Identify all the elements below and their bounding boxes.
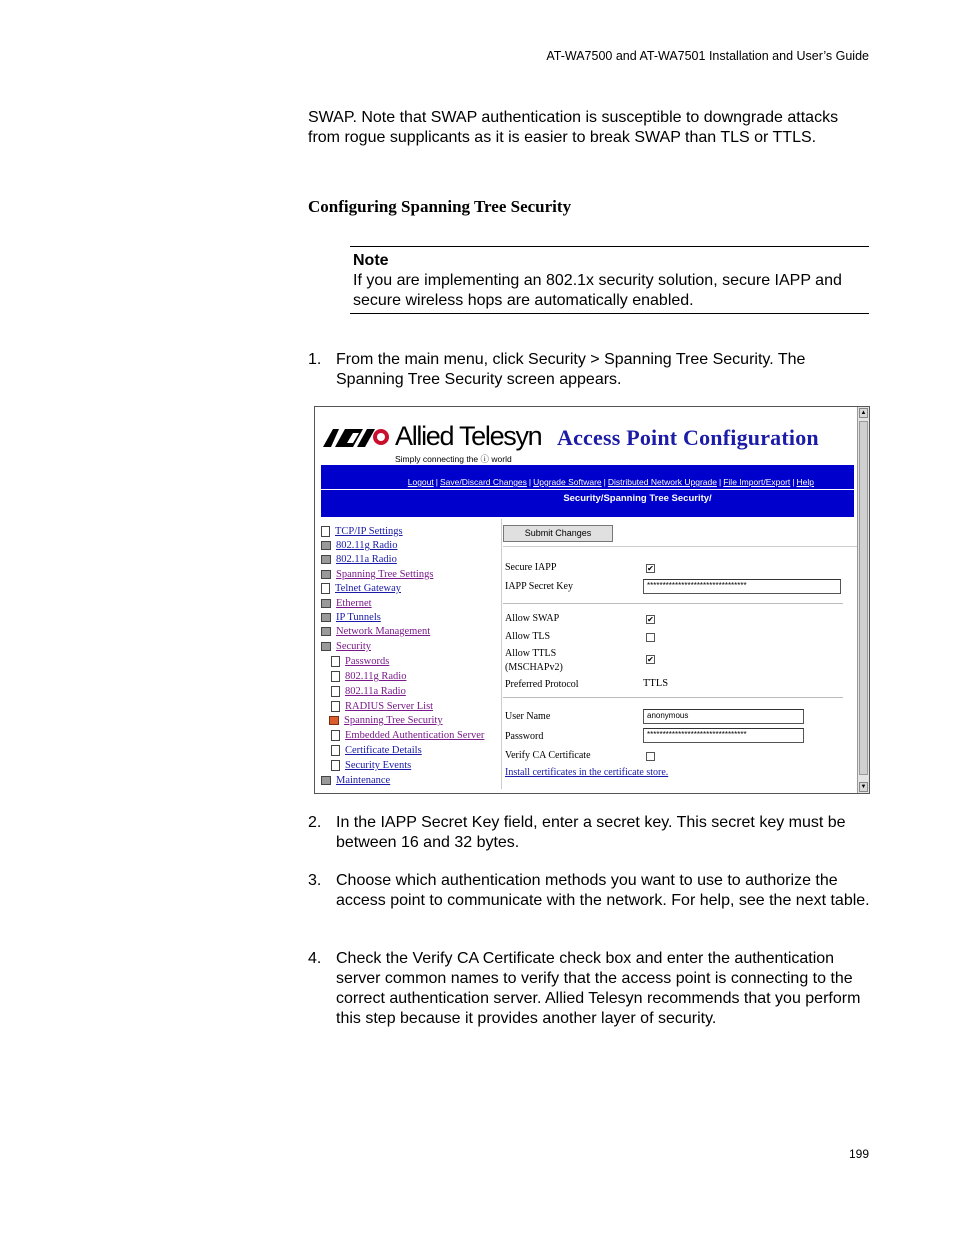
logo-tagline: Simply connecting the ⓘ world bbox=[395, 454, 512, 464]
nav-help-link[interactable]: Help bbox=[796, 477, 814, 487]
tree-label[interactable]: TCP/IP Settings bbox=[335, 526, 403, 537]
pane-divider bbox=[501, 519, 502, 789]
iapp-secret-key-field[interactable]: ******************************** bbox=[643, 579, 841, 594]
tree-item-security[interactable] bbox=[321, 640, 371, 654]
submit-changes-button[interactable]: Submit Changes bbox=[503, 525, 613, 542]
tree-label[interactable]: Telnet Gateway bbox=[335, 583, 402, 594]
user-name-field[interactable]: anonymous bbox=[643, 709, 804, 724]
tree-item-radius[interactable] bbox=[331, 700, 433, 714]
step-text: Choose which authentication methods you want to use to authorize the access point to communicate with the network. For help, see the next table. bbox=[336, 872, 870, 909]
step-number: 2. bbox=[308, 814, 322, 831]
nav-upgrade-software-link[interactable]: Upgrade Software bbox=[533, 477, 602, 487]
password-label: Password bbox=[505, 731, 544, 742]
folder-icon bbox=[321, 555, 331, 564]
tree-label[interactable]: 802.11a Radio bbox=[345, 686, 406, 697]
folder-icon bbox=[321, 599, 331, 608]
tree-label[interactable]: Network Management bbox=[336, 626, 431, 637]
step-3 bbox=[308, 871, 873, 911]
vertical-scrollbar[interactable] bbox=[857, 407, 869, 793]
doc-icon bbox=[331, 760, 340, 771]
open-folder-icon bbox=[321, 642, 331, 651]
secure-iapp-label: Secure IAPP bbox=[505, 562, 557, 573]
tree-label[interactable]: Maintenance bbox=[336, 775, 391, 786]
tree-label[interactable]: Passwords bbox=[345, 656, 390, 667]
allow-ttls-checkbox[interactable]: ✔ bbox=[647, 655, 654, 664]
nav-distributed-upgrade-link[interactable]: Distributed Network Upgrade bbox=[607, 477, 717, 487]
preferred-protocol-value: TTLS bbox=[643, 678, 669, 689]
doc-icon bbox=[331, 671, 340, 682]
tree-item-sec-80211a[interactable] bbox=[331, 685, 406, 699]
tree-label[interactable]: Spanning Tree Security bbox=[344, 715, 443, 726]
intro-paragraph: SWAP. Note that SWAP authentication is susceptible to downgrade attacks from rogue supplicants as it is easier to break SWAP than TLS or TTLS. bbox=[308, 109, 839, 146]
doc-active-icon bbox=[329, 716, 339, 725]
step-text: From the main menu, click Security > Spanning Tree Security. The Spanning Tree Security screen appears. bbox=[336, 351, 806, 388]
tree-item-80211a[interactable] bbox=[321, 553, 397, 567]
folder-icon bbox=[321, 613, 331, 622]
tree-label[interactable]: 802.11a Radio bbox=[336, 554, 397, 565]
allow-ttls-label: Allow TTLS bbox=[505, 648, 557, 659]
step-number: 1. bbox=[308, 351, 322, 368]
step-number: 4. bbox=[308, 950, 322, 967]
nav-bar bbox=[321, 465, 854, 517]
doc-icon bbox=[321, 526, 330, 537]
tree-item-embedded-auth[interactable] bbox=[331, 729, 484, 743]
folder-icon bbox=[321, 776, 331, 785]
nav-divider bbox=[321, 489, 854, 490]
page-number: 199 bbox=[848, 1147, 869, 1161]
form-divider bbox=[503, 697, 843, 698]
doc-icon bbox=[331, 701, 340, 712]
step-text: In the IAPP Secret Key field, enter a secret key. This secret key must be between 16 and 32 bytes. bbox=[336, 814, 846, 851]
tree-item-network-management[interactable] bbox=[321, 625, 430, 639]
verify-ca-certificate-label: Verify CA Certificate bbox=[505, 750, 591, 761]
user-name-label: User Name bbox=[505, 711, 551, 722]
section-heading: Configuring Spanning Tree Security bbox=[308, 197, 572, 216]
password-field[interactable]: ******************************** bbox=[643, 728, 804, 743]
settings-form bbox=[503, 519, 853, 791]
allow-ttls-sublabel: (MSCHAPv2) bbox=[505, 662, 563, 673]
app-title: Access Point Configuration bbox=[557, 425, 819, 450]
tree-item-certificate-details[interactable] bbox=[331, 744, 422, 758]
iapp-secret-key-label: IAPP Secret Key bbox=[505, 581, 573, 592]
doc-icon bbox=[331, 686, 340, 697]
scroll-up-arrow-icon[interactable]: ▲ bbox=[860, 410, 867, 416]
install-certificates-link[interactable]: Install certificates in the certificate store. bbox=[505, 767, 669, 778]
doc-icon bbox=[331, 730, 340, 741]
note-text: If you are implementing an 802.1x security solution, secure IAPP and secure wireless hops are automatically enabled. bbox=[353, 272, 842, 309]
note-box bbox=[350, 246, 869, 314]
allow-tls-label: Allow TLS bbox=[505, 631, 551, 642]
tree-label[interactable]: 802.11g Radio bbox=[345, 671, 407, 682]
step-1 bbox=[308, 350, 873, 390]
folder-icon bbox=[321, 541, 331, 550]
ui-screenshot bbox=[314, 406, 870, 794]
preferred-protocol-label: Preferred Protocol bbox=[505, 679, 579, 690]
step-text: Check the Verify CA Certificate check box and enter the authentication server common names to verify that the access point is connecting to the correct authentication server. Allied Telesyn recommends that you perform this step because it provides another layer of security. bbox=[336, 950, 861, 1027]
note-title: Note bbox=[353, 252, 389, 269]
doc-icon bbox=[321, 583, 330, 594]
at-logo-icon bbox=[323, 425, 393, 455]
tree-item-maintenance[interactable] bbox=[321, 774, 390, 788]
secure-iapp-checkbox[interactable]: ✔ bbox=[647, 564, 654, 573]
logo-wordmark: Allied Telesyn bbox=[395, 421, 542, 451]
verify-ca-certificate-checkbox[interactable] bbox=[646, 752, 655, 761]
scroll-down-arrow-icon[interactable]: ▼ bbox=[860, 784, 867, 790]
tree-label[interactable]: IP Tunnels bbox=[336, 612, 381, 623]
tree-item-security-events[interactable] bbox=[331, 759, 411, 773]
form-divider bbox=[503, 603, 843, 604]
doc-icon bbox=[331, 745, 340, 756]
page-title: Security/Spanning Tree Security/ bbox=[563, 493, 712, 504]
tree-label[interactable]: Security bbox=[336, 641, 371, 652]
nav-logout-link[interactable]: Logout bbox=[407, 477, 434, 487]
tree-item-spanning-tree-settings[interactable] bbox=[321, 568, 433, 582]
nav-save-discard-link[interactable]: Save/Discard Changes bbox=[439, 477, 527, 487]
form-divider bbox=[503, 546, 857, 547]
tree-item-ethernet[interactable] bbox=[321, 597, 372, 611]
folder-icon bbox=[321, 627, 331, 636]
nav-links: Logout | Save/Discard Changes | Upgrade Software | Distributed Network Upgrade | File Import/Export | Help bbox=[407, 477, 814, 487]
tree-label[interactable]: Embedded Authentication Server bbox=[345, 730, 485, 741]
tree-label[interactable]: Spanning Tree Settings bbox=[336, 569, 434, 580]
tree-label[interactable]: Security Events bbox=[345, 760, 412, 771]
allow-tls-checkbox[interactable] bbox=[646, 633, 655, 642]
tree-item-ip-tunnels[interactable] bbox=[321, 611, 381, 625]
tree-label[interactable]: Certificate Details bbox=[345, 745, 422, 756]
tree-label[interactable]: Ethernet bbox=[336, 598, 372, 609]
step-2 bbox=[308, 813, 873, 853]
scroll-thumb[interactable] bbox=[859, 421, 868, 775]
tree-item-80211g[interactable] bbox=[321, 539, 397, 553]
allied-telesyn-logo bbox=[323, 419, 543, 465]
tree-item-sec-80211g[interactable] bbox=[331, 670, 406, 684]
running-header: AT-WA7500 and AT-WA7501 Installation and User’s Guide bbox=[546, 49, 869, 63]
tree-item-telnet[interactable] bbox=[321, 582, 401, 596]
tree-item-passwords[interactable] bbox=[331, 655, 389, 669]
tree-label[interactable]: 802.11g Radio bbox=[336, 540, 398, 551]
step-number: 3. bbox=[308, 872, 322, 889]
step-4 bbox=[308, 949, 873, 1029]
allow-swap-checkbox[interactable]: ✔ bbox=[647, 615, 654, 624]
tree-label[interactable]: RADIUS Server List bbox=[345, 701, 434, 712]
tree-item-spanning-tree-security[interactable] bbox=[329, 714, 443, 728]
folder-icon bbox=[321, 570, 331, 579]
tree-item-tcpip[interactable] bbox=[321, 525, 403, 539]
doc-icon bbox=[331, 656, 340, 667]
nav-file-import-export-link[interactable]: File Import/Export bbox=[723, 477, 791, 487]
allow-swap-label: Allow SWAP bbox=[505, 613, 560, 624]
